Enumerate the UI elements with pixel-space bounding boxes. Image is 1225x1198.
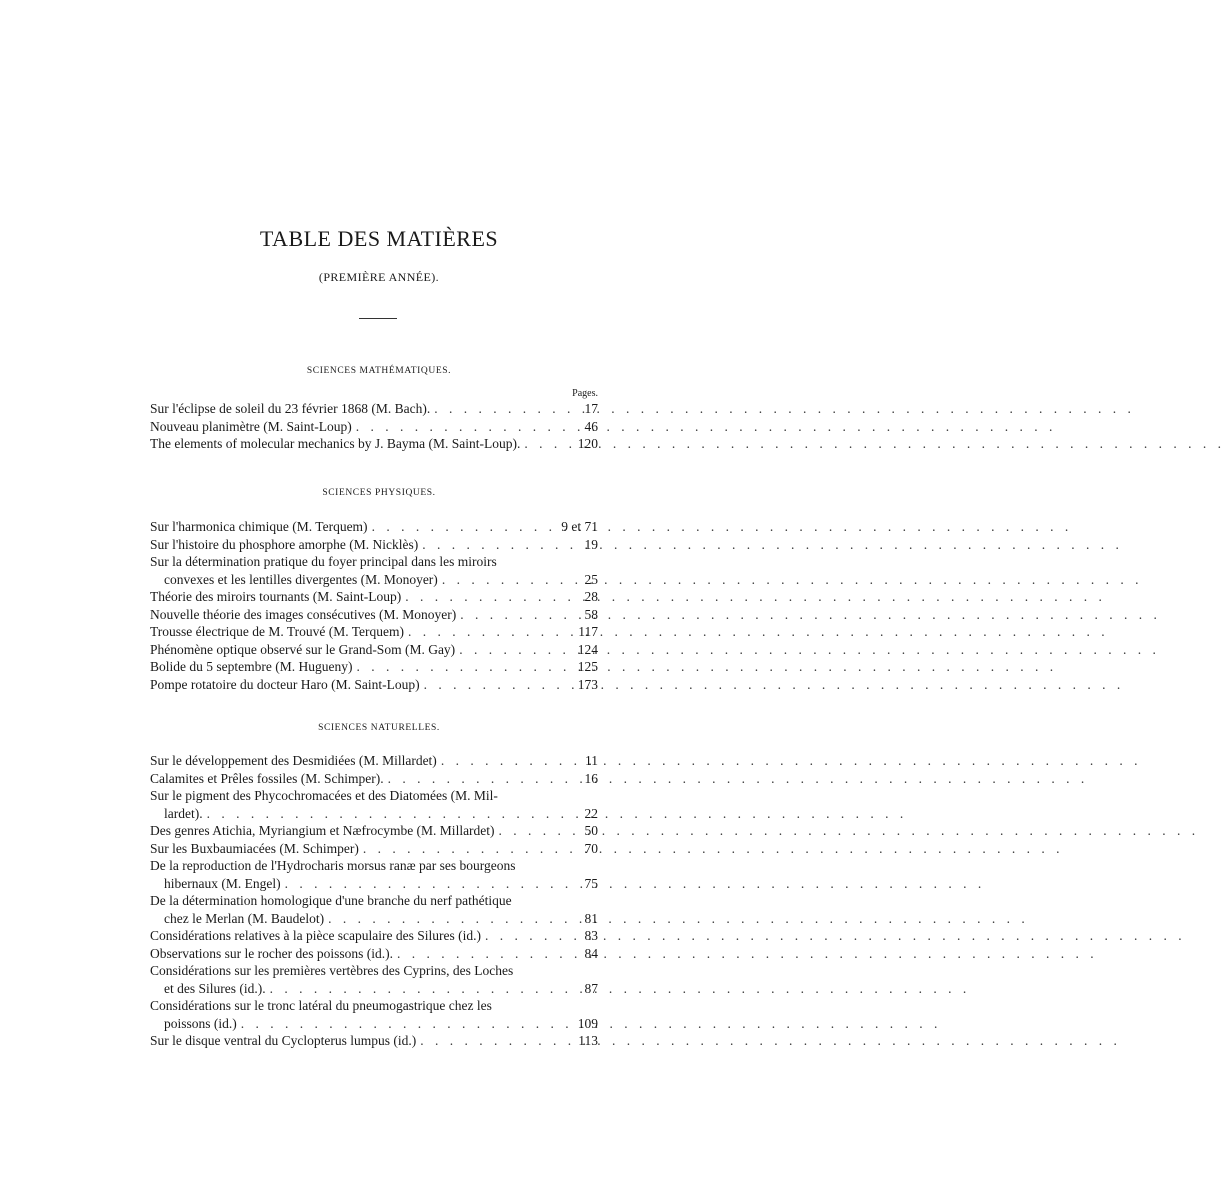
- toc-page-number: 124: [577, 641, 598, 657]
- toc-entry-text: Phénomène optique observé sur le Grand-Som (M. Gay): [150, 641, 456, 657]
- dot-leader: [363, 840, 572, 858]
- dot-leader: [422, 536, 572, 554]
- toc-page-number: 11: [585, 753, 598, 768]
- toc-entry-line: [150, 857, 598, 875]
- toc-entry-text: Sur le développement des Desmidiées (M. Millardet): [150, 753, 437, 768]
- toc-entry-line: [150, 1015, 598, 1033]
- toc-entry-text: Considérations sur les premières vertèbres des Cyprins, des Loches: [150, 963, 514, 978]
- toc-page-number: 50: [584, 823, 598, 838]
- toc-page-number: 19: [584, 536, 598, 552]
- section-heading-mathematiques: SCIENCES MATHÉMATIQUES.: [306, 366, 452, 376]
- toc-entry-text: Bolide du 5 septembre (M. Hugueny): [150, 659, 353, 674]
- toc-entry-line: [150, 997, 598, 1015]
- toc-entry-text: Observations sur le rocher des poissons (id.).: [150, 945, 393, 961]
- dot-leader: [241, 1015, 572, 1033]
- toc-entry-line: [150, 418, 598, 436]
- dot-leader: [285, 875, 572, 893]
- toc-page-number: 75: [584, 875, 598, 891]
- toc-page-number: 125: [577, 659, 598, 674]
- toc-page-number: 58: [584, 606, 598, 622]
- toc-page-number: 109: [577, 1015, 598, 1031]
- toc-entry-text: Nouvelle théorie des images consécutives (M. Monoyer): [150, 606, 457, 622]
- toc-entry-line: [150, 553, 598, 571]
- toc-page-number: 9 et 71: [561, 519, 598, 534]
- toc-entry: [150, 588, 598, 606]
- toc-entry-text: chez le Merlan (M. Baudelot): [164, 910, 325, 926]
- section-entries-mathematiques: [150, 400, 598, 453]
- toc-entry: [150, 400, 598, 418]
- dot-leader: [397, 945, 572, 963]
- dot-leader: [460, 606, 572, 624]
- toc-entry-line: [150, 770, 598, 788]
- toc-page-number: 81: [584, 910, 598, 926]
- toc-page-number: 17: [584, 401, 598, 416]
- toc-entry: [150, 892, 598, 927]
- toc-entry-text: Sur le pigment des Phycochromacées et des Diatomées (M. Mil-: [150, 788, 498, 803]
- toc-entry-line: [150, 910, 598, 928]
- toc-entry-line: [150, 927, 598, 945]
- dot-leader: [524, 435, 572, 453]
- toc-entry: [150, 658, 598, 676]
- toc-entry-line: [150, 623, 598, 641]
- section-heading-physiques: SCIENCES PHYSIQUES.: [322, 488, 436, 498]
- toc-page-number: 28: [584, 589, 598, 604]
- toc-entry-text: Considérations sur le tronc latéral du pneumogastrique chez les: [150, 998, 492, 1013]
- toc-entry: [150, 822, 598, 840]
- toc-entry: [150, 752, 598, 770]
- toc-entry: [150, 787, 598, 822]
- toc-entry: [150, 641, 598, 659]
- dot-leader: [420, 1032, 572, 1050]
- toc-entry: [150, 623, 598, 641]
- toc-entry: [150, 553, 598, 588]
- toc-entry-text: Sur le disque ventral du Cyclopterus lumpus (id.): [150, 1033, 417, 1048]
- toc-entry-line: [150, 892, 598, 910]
- dot-leader: [270, 980, 572, 998]
- toc-entry-text: Sur l'harmonica chimique (M. Terquem): [150, 519, 368, 534]
- page-subtitle: (PREMIÈRE ANNÉE).: [318, 270, 440, 284]
- section-heading-naturelles: SCIENCES NATURELLES.: [318, 723, 440, 733]
- toc-entry-line: [150, 588, 598, 606]
- toc-entry-line: [150, 518, 598, 536]
- toc-entry: [150, 840, 598, 858]
- dot-leader: [442, 571, 572, 589]
- dot-leader: [459, 641, 572, 659]
- toc-page-number: 83: [584, 928, 598, 943]
- toc-entry-text: lardet).: [164, 805, 203, 821]
- toc-entry-line: [150, 1032, 598, 1050]
- toc-entry: [150, 997, 598, 1032]
- toc-entry: [150, 418, 598, 436]
- dot-leader: [485, 927, 572, 945]
- toc-page-number: 22: [584, 805, 598, 821]
- dot-leader: [372, 518, 558, 536]
- toc-entry-text: Des genres Atichia, Myriangium et Næfrocymbe (M. Millardet): [150, 823, 495, 838]
- toc-entry: [150, 435, 598, 453]
- toc-entry-line: [150, 676, 598, 694]
- toc-entry-text: Sur la détermination pratique du foyer principal dans les miroirs: [150, 554, 497, 569]
- toc-entry-text: De la reproduction de l'Hydrocharis morsus ranæ par ses bourgeons: [150, 858, 516, 873]
- toc-page-number: 46: [584, 418, 598, 434]
- toc-entry: [150, 945, 598, 963]
- toc-entry-text: et des Silures (id.).: [164, 980, 266, 996]
- toc-page-number: 87: [584, 980, 598, 996]
- toc-entry: [150, 606, 598, 624]
- toc-page-number: 173: [577, 676, 598, 692]
- toc-page-number: 84: [584, 945, 598, 961]
- title-divider: [359, 318, 397, 319]
- toc-entry-line: [150, 641, 598, 659]
- toc-page-number: 70: [584, 840, 598, 856]
- toc-entry: [150, 536, 598, 554]
- dot-leader: [499, 822, 572, 840]
- toc-entry-line: [150, 980, 598, 998]
- toc-entry: [150, 962, 598, 997]
- dot-leader: [405, 588, 572, 606]
- toc-entry: [150, 518, 598, 536]
- dot-leader: [408, 623, 572, 641]
- toc-entry-line: [150, 571, 598, 589]
- toc-entry-text: Théorie des miroirs tournants (M. Saint-Loup): [150, 589, 402, 604]
- toc-entry-line: [150, 805, 598, 823]
- toc-entry-line: [150, 752, 598, 770]
- toc-entry-line: [150, 400, 598, 418]
- dot-leader: [424, 676, 572, 694]
- dot-leader: [356, 658, 572, 676]
- toc-entry-text: poissons (id.): [164, 1015, 237, 1031]
- toc-page-number: 16: [584, 770, 598, 786]
- toc-entry-text: Pompe rotatoire du docteur Haro (M. Saint-Loup): [150, 676, 420, 692]
- toc-entry-text: Sur l'éclipse de soleil du 23 février 1868 (M. Bach).: [150, 401, 431, 416]
- toc-entry-text: Calamites et Prêles fossiles (M. Schimper).: [150, 770, 384, 786]
- toc-entry-line: [150, 962, 598, 980]
- toc-entry: [150, 1032, 598, 1050]
- toc-entry-line: [150, 658, 598, 676]
- toc-page-number: 113: [578, 1033, 598, 1048]
- dot-leader: [207, 805, 572, 823]
- toc-page-number: 25: [584, 571, 598, 587]
- toc-page-number: 120: [577, 436, 598, 451]
- section-entries-naturelles: [150, 752, 598, 1050]
- toc-entry-text: The elements of molecular mechanics by J. Bayma (M. Saint-Loup).: [150, 436, 521, 451]
- toc-entry: [150, 770, 598, 788]
- toc-entry-line: [150, 875, 598, 893]
- toc-page-number: 117: [578, 624, 598, 639]
- toc-entry-line: [150, 606, 598, 624]
- toc-entry: [150, 927, 598, 945]
- dot-leader: [434, 400, 572, 418]
- toc-entry: [150, 676, 598, 694]
- toc-entry-text: De la détermination homologique d'une branche du nerf pathétique: [150, 893, 512, 908]
- dot-leader: [328, 910, 572, 928]
- pages-column-label: Pages.: [572, 388, 598, 399]
- dot-leader: [441, 752, 572, 770]
- section-entries-physiques: [150, 518, 598, 693]
- toc-entry-text: convexes et les lentilles divergentes (M. Monoyer): [164, 571, 438, 587]
- toc-entry-text: hibernaux (M. Engel): [164, 875, 281, 891]
- toc-entry-text: Considérations relatives à la pièce scapulaire des Silures (id.): [150, 928, 482, 943]
- toc-entry-line: [150, 787, 598, 805]
- dot-leader: [356, 418, 572, 436]
- toc-entry-line: [150, 945, 598, 963]
- toc-entry-line: [150, 536, 598, 554]
- toc-entry-text: Trousse électrique de M. Trouvé (M. Terquem): [150, 624, 405, 639]
- toc-entry-text: Nouveau planimètre (M. Saint-Loup): [150, 418, 352, 434]
- toc-entry-line: [150, 822, 598, 840]
- dot-leader: [388, 770, 572, 788]
- toc-entry-text: Sur l'histoire du phosphore amorphe (M. Nicklès): [150, 536, 419, 552]
- toc-entry: [150, 857, 598, 892]
- toc-entry-line: [150, 435, 598, 453]
- toc-entry-line: [150, 840, 598, 858]
- page-title: TABLE DES MATIÈRES: [259, 226, 499, 251]
- toc-entry-text: Sur les Buxbaumiacées (M. Schimper): [150, 840, 359, 856]
